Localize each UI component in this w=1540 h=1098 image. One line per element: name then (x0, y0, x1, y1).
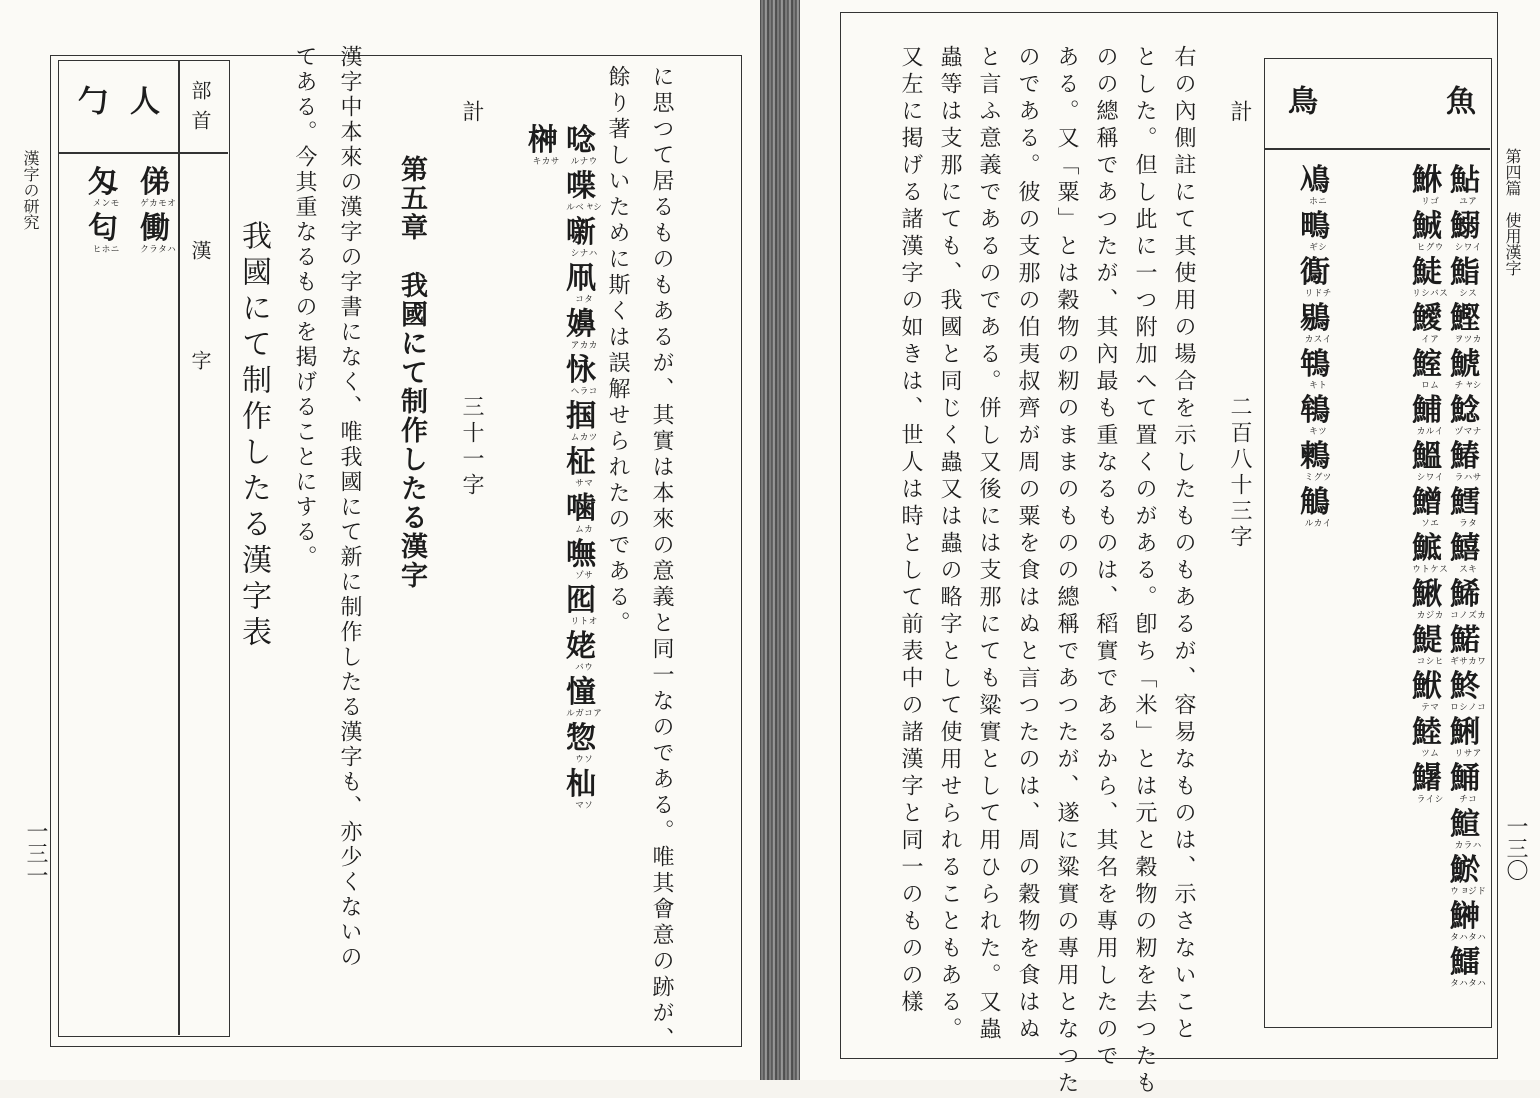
kanji-char: 鱪 (1412, 761, 1442, 796)
kanji-item: 憧 アコガル (564, 675, 601, 717)
kanji-item (1296, 252, 1334, 298)
kanji-item (1446, 436, 1484, 482)
kanji-char: 鮲 (1412, 669, 1442, 704)
kanji-char: 鮨 (1450, 255, 1480, 290)
right-page-number: 一三〇 (1503, 815, 1528, 881)
kanji-char: 鰰 (1450, 899, 1480, 934)
kanji-item: 匁 モンメ (88, 165, 119, 207)
kanji-item: 嬶 カカア (566, 307, 597, 349)
kanji-char: 鯏 (1450, 715, 1480, 750)
kanji-furigana: スバシリ (1410, 288, 1447, 297)
radical-jin: 人 (124, 85, 159, 115)
chapter-body-line-1: 漢字中本來の漢字の字書になく、唯我國にて新に制作したる漢字も、亦少くないの (337, 45, 362, 970)
right-body-line-4: ある。又「粟」とは穀物の籾のままのものの總稱であつたが、遂に粱實の專用となつた (1054, 45, 1079, 1098)
kanji-item: 噺 ハナシ (566, 215, 597, 257)
kanji-item (1446, 528, 1484, 574)
kanji-furigana: スケトウ (1410, 564, 1447, 573)
kanji-item: 噛 カム (566, 491, 596, 533)
right-page (800, 0, 1540, 1098)
kanji-item (1446, 206, 1484, 252)
kanji-item: 匂 ニホヒ (88, 211, 119, 253)
kanji-char: 鯎 (1412, 209, 1442, 244)
kanji-furigana: ヒシコ (1414, 656, 1443, 665)
kanji-furigana: カズノコ (1448, 610, 1485, 619)
right-body-line-3: のの總稱であつたが、其內最も重なるものは、稻實であるから、其名を專用したので (1093, 45, 1118, 1071)
right-total-count: 二百八十三字 (1227, 395, 1252, 551)
kanji-furigana: コノシロ (1448, 702, 1485, 711)
kanji-furigana: ムロ (1419, 380, 1438, 389)
bird-kanji-grid (1284, 160, 1334, 560)
kanji-furigana: サハラ (1452, 472, 1481, 481)
kanji-furigana: イワシ (1452, 242, 1481, 251)
right-body-line-5: のである。彼の支那の伯夷叔齊が周の粟を食はぬと言つたのは、周の穀物を食はぬ (1015, 45, 1040, 1044)
kanji-furigana: コチ (1457, 794, 1476, 803)
kanji-item: 掴 ツカム (566, 399, 597, 441)
kanji-furigana: スシ (1457, 288, 1476, 297)
kanji-furigana: アイ (1419, 334, 1438, 343)
kanji-char: 鴫 (1300, 209, 1330, 244)
left-body-line-2: 餘り著しいために斯くは誤解せられたのである。 (605, 65, 630, 637)
kanji-furigana: ツキ (1307, 426, 1326, 435)
section-title: 我國にて制作したる漢字表 (236, 220, 271, 652)
right-total-label: 計 (1227, 100, 1252, 122)
kanji-item (1446, 344, 1484, 390)
kanji-furigana: イスカ (1302, 334, 1331, 343)
radical-jin-kanji (124, 162, 174, 302)
kanji-item: 俤 オモカゲ (138, 165, 175, 207)
kanji-item (1446, 574, 1484, 620)
kanji-char: 鵤 (1300, 485, 1330, 520)
kanji-char: 鵇 (1300, 347, 1330, 382)
kanji-item (1446, 252, 1484, 298)
kanji-furigana: ドジョウ (1448, 886, 1485, 895)
kanji-furigana: ハタハタ (1448, 978, 1485, 987)
kanji-item (1408, 206, 1446, 252)
right-page-header: 第四篇 使用漢字 (1503, 148, 1522, 276)
kanji-char: 鱚 (1450, 531, 1480, 566)
kanji-char: 鱈 (1450, 485, 1480, 520)
kanji-char: 鰙 (1450, 623, 1480, 658)
kanji-item: 姥 ウバ (566, 629, 596, 671)
kanji-char: 鵆 (1300, 255, 1330, 290)
kanji-item (1408, 712, 1446, 758)
kanji-furigana: ワカサギ (1448, 656, 1485, 665)
chapter-title: 第五章 我國にて制作したる漢字 (396, 155, 427, 590)
kanji-item (1408, 574, 1446, 620)
kanji-char: 鯳 (1412, 531, 1442, 566)
kanji-char: 鴾 (1300, 393, 1330, 428)
kanji-item (1408, 160, 1446, 206)
kanji-item: 杣 ソマ (566, 767, 596, 809)
kanji-furigana: チドリ (1302, 288, 1331, 297)
kanji-item: 唸 ウナル (566, 123, 597, 165)
kanji-furigana: カジカ (1414, 610, 1443, 619)
kanji-furigana: アサリ (1452, 748, 1481, 757)
header-bushu: 部首 (188, 80, 212, 140)
made-kanji-list (500, 120, 600, 840)
kanji-item (1296, 206, 1334, 252)
left-body-line-1: に思つて居るものもあるが、其實は本來の意義と同一なのである。唯其會意の跡が、 (649, 65, 674, 1053)
kanji-item (1408, 482, 1446, 528)
kanji-item (1408, 620, 1446, 666)
fish-kanji-grid (1384, 160, 1484, 1020)
kanji-char: 鱫 (1412, 301, 1442, 336)
left-page-header: 漢字の研究 (21, 150, 40, 230)
kanji-item (1296, 390, 1334, 436)
left-page-number: 一三一 (23, 820, 48, 886)
radical-tsutsumi: 勹 (72, 85, 107, 115)
kanji-char: 鯆 (1412, 393, 1442, 428)
kanji-furigana: キス (1457, 564, 1476, 573)
kanji-char: 鯥 (1412, 715, 1442, 750)
kanji-furigana: エソ (1419, 518, 1438, 527)
kanji-item (1296, 482, 1334, 528)
left-total-count: 三十一字 (459, 395, 484, 499)
kanji-char: 鮎 (1450, 163, 1480, 198)
kanji-item (1446, 850, 1484, 896)
kanji-item (1446, 666, 1484, 712)
kanji-item (1446, 390, 1484, 436)
kanji-furigana: アユ (1457, 196, 1476, 205)
kanji-char: 鶍 (1300, 301, 1330, 336)
kanji-furigana: ゴリ (1419, 196, 1438, 205)
kanji-furigana: ツグミ (1302, 472, 1331, 481)
book-spine (760, 0, 800, 1080)
radical-tsutsumi-kanji (72, 162, 122, 302)
kanji-item: 嘸 サゾ (566, 537, 596, 579)
kanji-char: 鰮 (1412, 439, 1442, 474)
right-body-line-7: 蟲等は支那にても、我國と同じく蟲又は蟲の略字として使用せられることもある。 (937, 45, 962, 1044)
kanji-item (1296, 344, 1334, 390)
kanji-char: 鯐 (1412, 255, 1442, 290)
kanji-furigana: イワシ (1414, 472, 1443, 481)
kanji-char: 鮴 (1412, 163, 1442, 198)
kanji-item (1408, 344, 1446, 390)
left-page (0, 0, 760, 1080)
kanji-item (1408, 528, 1446, 574)
kanji-char: 鯰 (1450, 393, 1480, 428)
right-body-line-6: と言ふ意義であるのである。併し又後には支那にても粱實として用ひられた。又蟲 (976, 45, 1001, 1044)
kanji-char: 鰚 (1450, 807, 1480, 842)
kanji-item (1446, 896, 1484, 942)
kanji-char: 鯱 (1450, 347, 1480, 382)
kanji-furigana: カツヲ (1452, 334, 1481, 343)
kanji-char: 鱩 (1450, 945, 1480, 980)
kanji-furigana: マテ (1419, 702, 1438, 711)
kanji-item: 榊 サカキ (528, 123, 559, 165)
kanji-item: 囮 オトリ (566, 583, 597, 625)
kanji-item (1446, 804, 1484, 850)
kanji-furigana: シイラ (1414, 794, 1443, 803)
radical-bird: 鳥 (1282, 85, 1317, 115)
kanji-furigana: イルカ (1414, 426, 1443, 435)
kanji-item (1446, 482, 1484, 528)
kanji-furigana: ニホ (1307, 196, 1326, 205)
chapter-body-line-2: てある。今其重なるものを掲げることにする。 (292, 45, 317, 570)
kanji-item (1408, 758, 1446, 804)
kanji-item (1408, 298, 1446, 344)
kanji-char: 鰘 (1412, 347, 1442, 382)
kanji-char: 鰹 (1450, 301, 1480, 336)
right-body-line-1: 右の內側註にて其使用の場合を示したものもあるが、容易なものは、示さないこと (1171, 45, 1196, 1044)
kanji-item (1446, 298, 1484, 344)
kanji-item: 惣 ソウ (566, 721, 596, 763)
kanji-item (1446, 758, 1484, 804)
kanji-char: 鯒 (1450, 761, 1480, 796)
kanji-item (1296, 160, 1334, 206)
kanji-item (1408, 436, 1446, 482)
radical-fish: 魚 (1440, 85, 1475, 115)
kanji-item (1408, 666, 1446, 712)
kanji-item (1446, 712, 1484, 758)
kanji-item (1296, 436, 1334, 482)
kanji-char: 鮗 (1450, 669, 1480, 704)
kanji-furigana: タラ (1457, 518, 1476, 527)
kanji-char: 鱛 (1412, 485, 1442, 520)
kanji-char: 鯲 (1450, 853, 1480, 888)
kanji-item (1296, 298, 1334, 344)
kanji-furigana: ウグヒ (1414, 242, 1443, 251)
kanji-char: 鳰 (1300, 163, 1330, 198)
kanji-furigana: ムツ (1419, 748, 1438, 757)
kanji-char: 鰆 (1450, 439, 1480, 474)
kanji-item: 凧 タコ (566, 261, 596, 303)
kanji-item: 働 ハタラク (138, 211, 175, 253)
kanji-item: 怺 コラヘ (566, 353, 597, 395)
kanji-item (1408, 390, 1446, 436)
kanji-char: 鯷 (1412, 623, 1442, 658)
kanji-item (1408, 252, 1446, 298)
kanji-item (1446, 160, 1484, 206)
kanji-item: 喋 シャベル (564, 169, 601, 211)
kanji-char: 鯑 (1450, 577, 1480, 612)
kanji-furigana: シギ (1307, 242, 1326, 251)
kanji-char: 鰍 (1412, 577, 1442, 612)
kanji-char: 鶫 (1300, 439, 1330, 474)
kanji-furigana: イカル (1302, 518, 1331, 527)
kanji-char: 鰯 (1450, 209, 1480, 244)
right-body-line-2: とした。但し此に一つ附加へて置くのがある。卽ち「米」とは元と穀物の籾を去つたも (1132, 45, 1157, 1098)
kanji-furigana: ナマヅ (1452, 426, 1481, 435)
kanji-furigana: ハラカ (1452, 840, 1481, 849)
kanji-item: 柾 マサ (566, 445, 596, 487)
kanji-furigana: シャチ (1452, 380, 1481, 389)
kanji-item (1446, 620, 1484, 666)
header-kanji: 漢字 (188, 240, 212, 460)
left-total-label: 計 (459, 100, 484, 122)
kanji-item (1446, 942, 1484, 988)
kanji-furigana: ハタハタ (1448, 932, 1485, 941)
right-body-line-8: 又左に掲げる諸漢字の如きは、世人は時として前表中の諸漢字と同一のものの樣 (898, 45, 923, 1017)
kanji-furigana: トキ (1307, 380, 1326, 389)
